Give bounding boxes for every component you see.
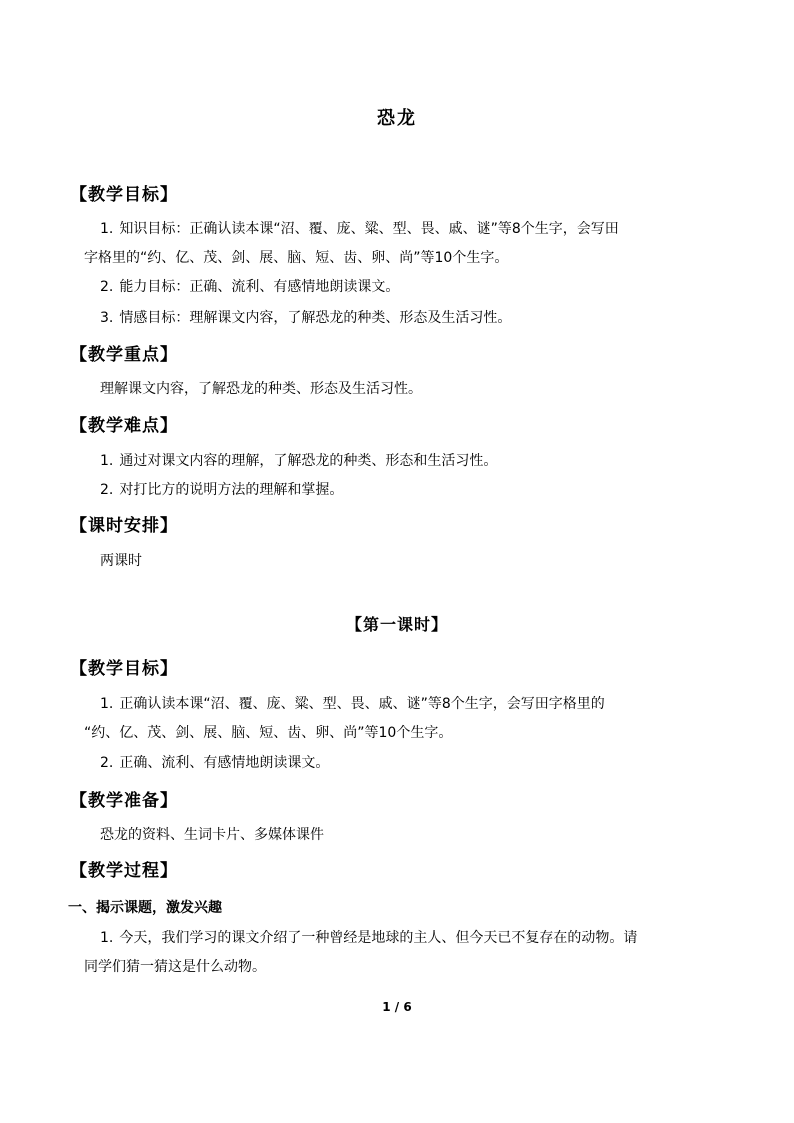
goals2-item-1	[100, 694, 605, 714]
item-text: 能力目标：正确、流利、有感情地朗读课文。	[119, 279, 400, 295]
process-subheading: 一、揭示课题，激发兴趣	[68, 900, 222, 916]
item-text: 正确认读本课“沼、覆、庞、粱、型、畏、戚、谜”等8个生字，会写田字格里的	[119, 696, 605, 712]
item-number: 1.	[100, 696, 114, 712]
prep-text: 恐龙的资料、生词卡片、多媒体课件	[100, 827, 324, 843]
item-text: 知识目标：正确认读本课“沼、覆、庞、粱、型、畏、戚、谜”等8个生字，会写田	[119, 221, 619, 237]
goals2-item-2	[100, 753, 329, 773]
page-title: 恐龙	[377, 108, 417, 129]
difficulty-item-1	[100, 451, 497, 471]
item-number: 2.	[100, 755, 114, 771]
goals-item-3	[100, 308, 511, 328]
page-number: 1 / 6	[382, 1000, 412, 1014]
item-number: 2.	[100, 279, 114, 295]
item-number: 1.	[100, 221, 114, 237]
item-text: 情感目标：理解课文内容，了解恐龙的种类、形态及生活习性。	[119, 310, 512, 326]
section-heading-goals-lesson1: 【教学目标】	[70, 659, 178, 679]
item-number: 1.	[100, 453, 114, 469]
process-item-1-continued: 同学们猜一猜这是什么动物。	[84, 959, 266, 975]
goals-item-1-continued: 字格里的“约、亿、茂、剑、展、脑、短、齿、卵、尚”等10个生字。	[84, 250, 509, 266]
focus-text: 理解课文内容，了解恐龙的种类、形态及生活习性。	[100, 381, 422, 397]
section-heading-difficulty: 【教学难点】	[70, 416, 178, 436]
goals2-item-1-continued: “约、亿、茂、剑、展、脑、短、齿、卵、尚”等10个生字。	[84, 725, 453, 741]
process-item-1	[100, 928, 637, 948]
item-number: 3.	[100, 310, 114, 326]
item-text: 通过对课文内容的理解，了解恐龙的种类、形态和生活习性。	[119, 453, 498, 469]
item-number: 1.	[100, 930, 114, 946]
goals-item-2	[100, 277, 399, 297]
item-text: 对打比方的说明方法的理解和掌握。	[119, 482, 344, 498]
section-heading-focus: 【教学重点】	[70, 345, 178, 365]
item-text: 正确、流利、有感情地朗读课文。	[119, 755, 330, 771]
item-number: 2.	[100, 482, 114, 498]
section-heading-prep: 【教学准备】	[70, 791, 178, 811]
goals-item-1	[100, 219, 619, 239]
section-heading-goals: 【教学目标】	[70, 185, 178, 205]
schedule-text: 两课时	[100, 553, 142, 569]
difficulty-item-2	[100, 480, 343, 500]
section-heading-schedule: 【课时安排】	[70, 516, 178, 536]
section-heading-process: 【教学过程】	[70, 861, 178, 881]
item-text: 今天，我们学习的课文介绍了一种曾经是地球的主人、但今天已不复存在的动物。请	[119, 930, 638, 946]
lesson-heading: 【第一课时】	[345, 615, 448, 634]
